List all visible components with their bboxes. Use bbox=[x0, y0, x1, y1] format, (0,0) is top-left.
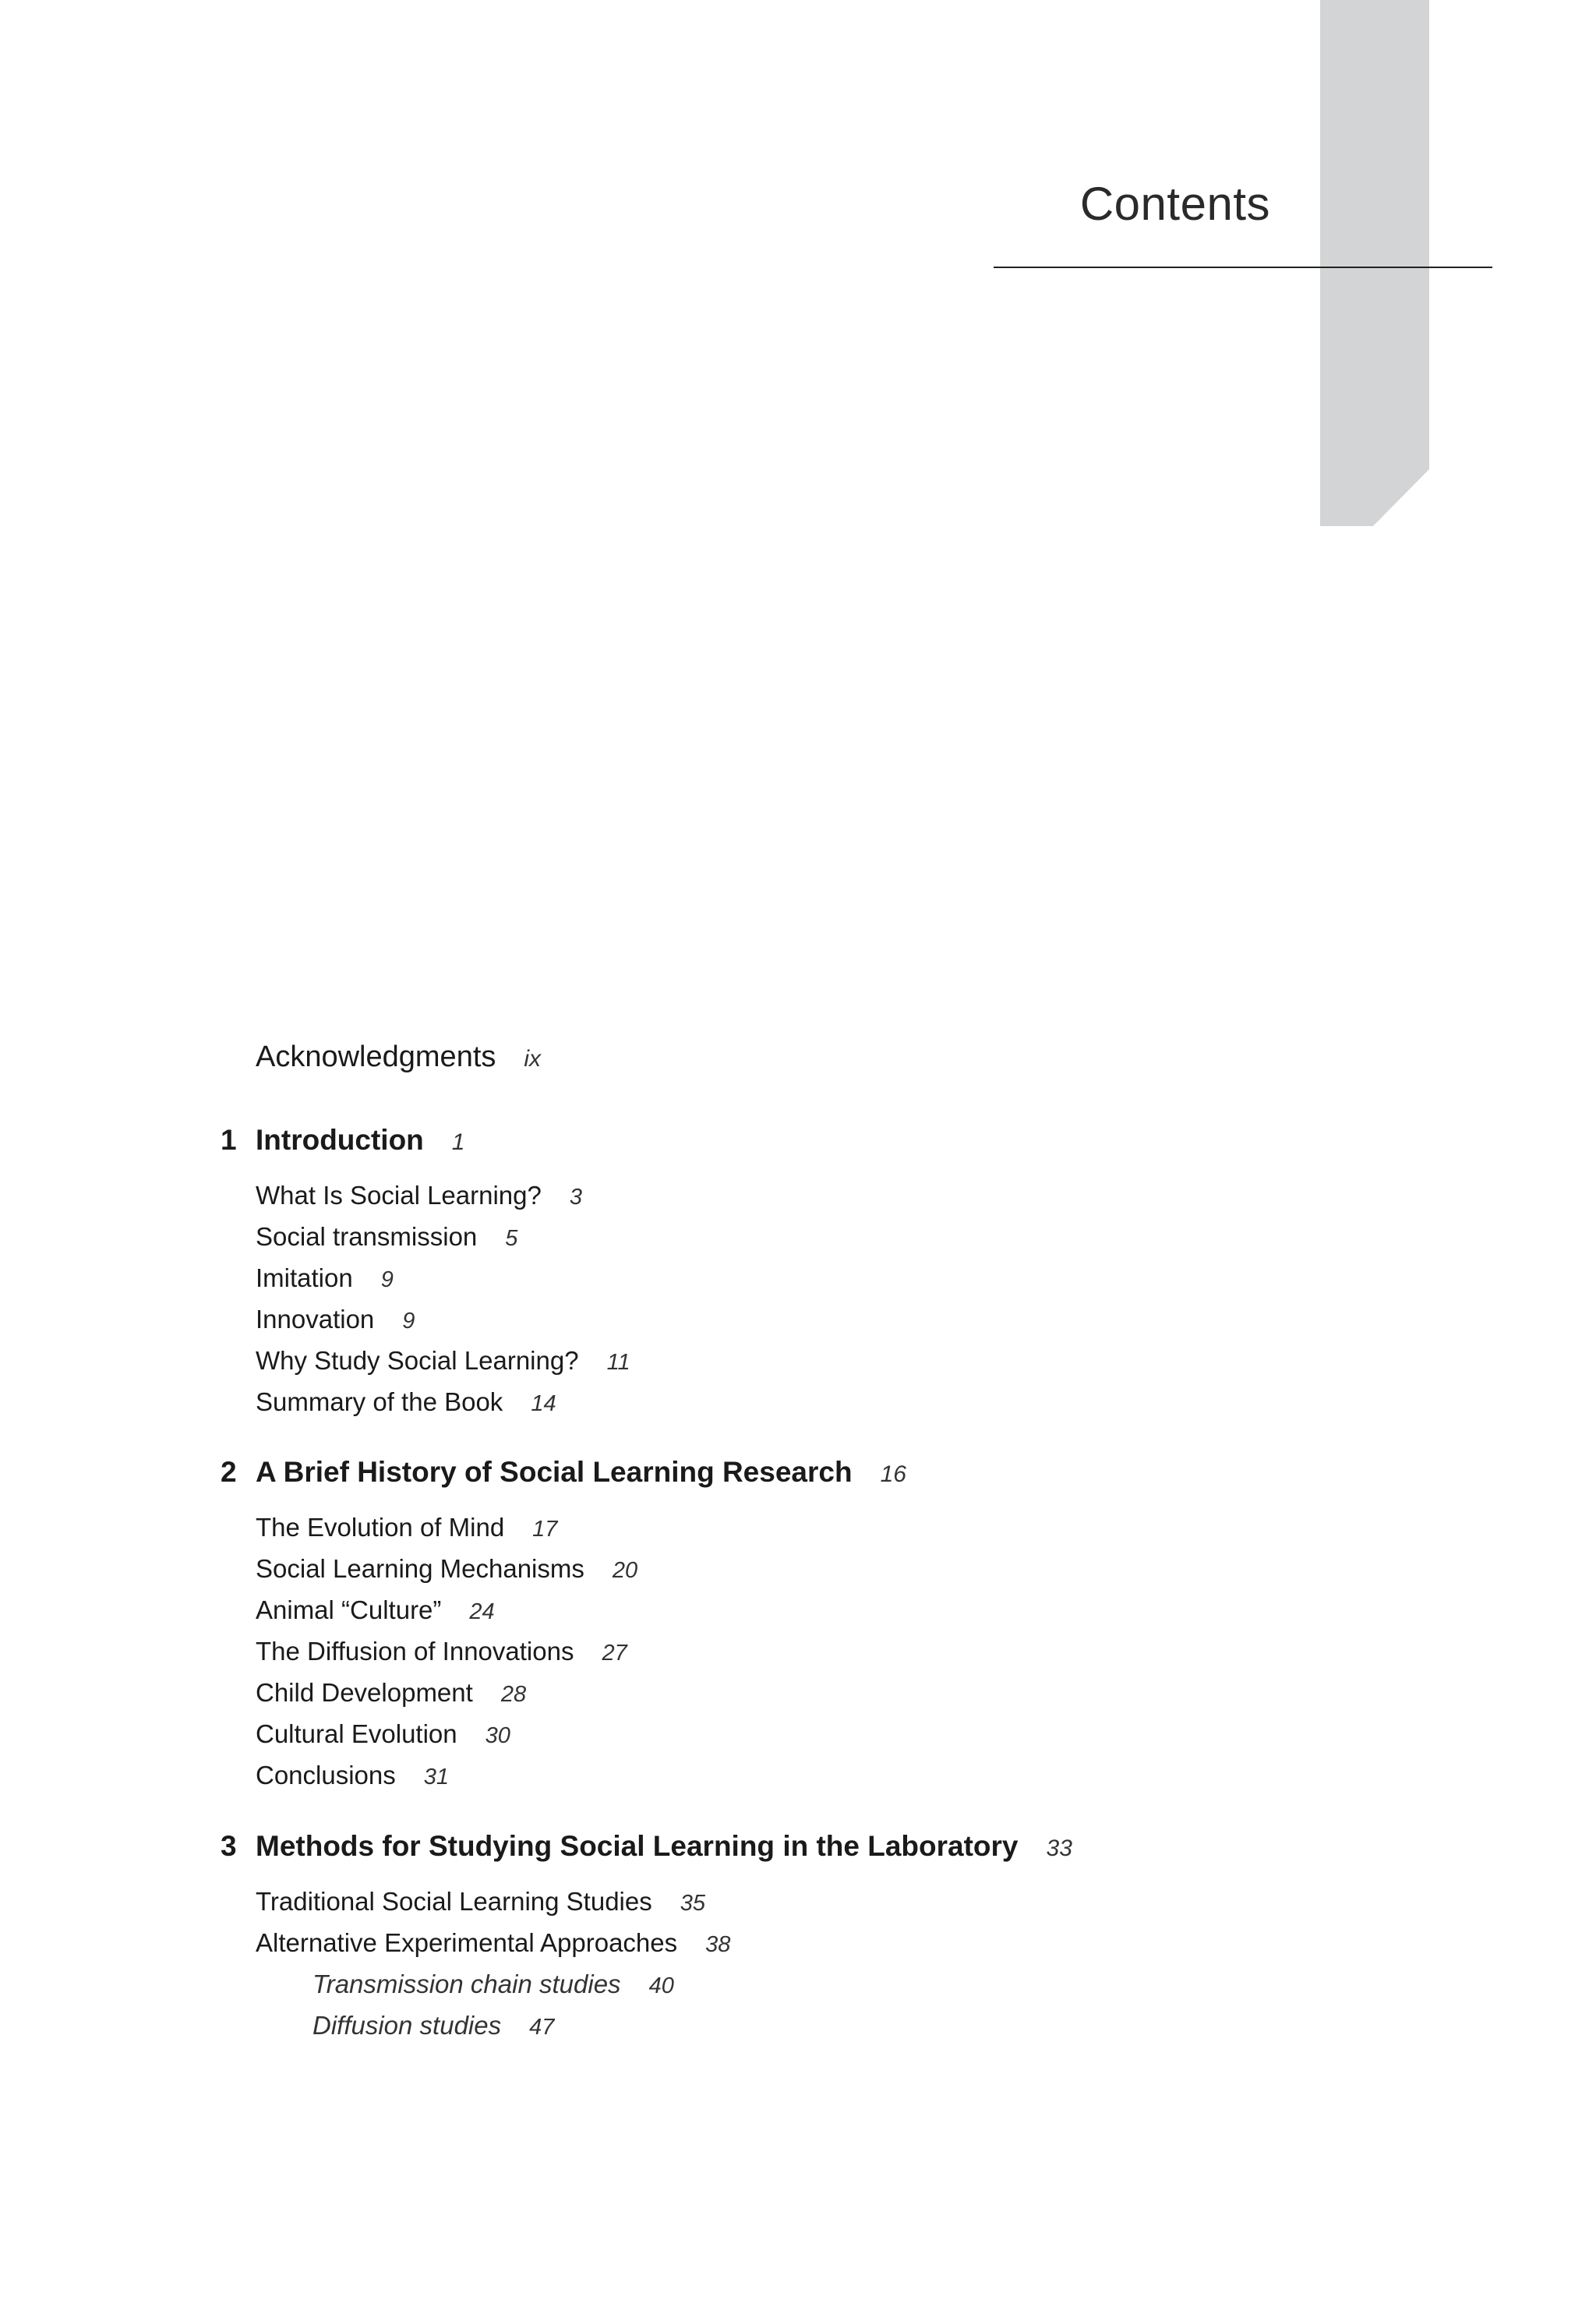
toc-chapter-2[interactable] bbox=[256, 1457, 906, 1486]
toc-page-number: ix bbox=[524, 1046, 542, 1072]
toc-section-label: Social transmission bbox=[256, 1222, 478, 1251]
chapter-number: 2 bbox=[221, 1456, 237, 1488]
toc-page-number: 38 bbox=[705, 1932, 731, 1957]
toc-entry-label: Acknowledgments bbox=[256, 1040, 496, 1073]
toc-page-number: 33 bbox=[1046, 1835, 1072, 1861]
toc-page-number: 31 bbox=[423, 1765, 450, 1789]
toc-subsection[interactable] bbox=[312, 1971, 674, 1998]
toc-section[interactable] bbox=[256, 1556, 637, 1582]
toc-chapter-3[interactable] bbox=[256, 1832, 1072, 1860]
toc-section[interactable] bbox=[256, 1930, 730, 1956]
toc-section[interactable] bbox=[256, 1638, 627, 1665]
toc-section[interactable] bbox=[256, 1680, 526, 1706]
toc-subsection[interactable] bbox=[312, 2012, 554, 2039]
toc-section-label: Innovation bbox=[256, 1305, 375, 1334]
chapter-number: 3 bbox=[221, 1830, 237, 1862]
toc-page-number: 9 bbox=[380, 1267, 394, 1292]
chapter-number: 1 bbox=[221, 1124, 237, 1156]
toc-section[interactable] bbox=[256, 1888, 705, 1915]
toc-page-number: 28 bbox=[500, 1682, 527, 1707]
toc-page-number: 24 bbox=[469, 1599, 495, 1624]
chapter-title: Methods for Studying Social Learning in the Laboratory bbox=[256, 1830, 1019, 1862]
toc-section[interactable] bbox=[256, 1514, 557, 1541]
toc-page-number: 3 bbox=[569, 1185, 583, 1210]
toc-page-number: 17 bbox=[532, 1517, 558, 1542]
toc-section-label: The Evolution of Mind bbox=[256, 1513, 505, 1542]
chapter-title: Introduction bbox=[256, 1124, 424, 1156]
toc-section-label: Animal “Culture” bbox=[256, 1595, 442, 1624]
title-rule bbox=[994, 267, 1492, 268]
toc-section-label: Imitation bbox=[256, 1263, 353, 1292]
toc-section[interactable] bbox=[256, 1265, 394, 1291]
toc-page-number: 27 bbox=[602, 1641, 627, 1666]
chapter-title: A Brief History of Social Learning Research bbox=[256, 1456, 853, 1488]
toc-section[interactable] bbox=[256, 1224, 517, 1250]
toc-section[interactable] bbox=[256, 1762, 449, 1789]
toc-section[interactable] bbox=[256, 1389, 556, 1415]
toc-page-number: 20 bbox=[612, 1558, 638, 1583]
toc-page-number: 5 bbox=[505, 1226, 518, 1251]
toc-section-label: Conclusions bbox=[256, 1761, 396, 1789]
toc-page-number: 40 bbox=[648, 1973, 674, 1998]
toc-page-number: 9 bbox=[402, 1309, 415, 1334]
toc-section-label: Traditional Social Learning Studies bbox=[256, 1887, 652, 1916]
toc-chapter-1[interactable] bbox=[256, 1125, 464, 1154]
toc-page-number: 14 bbox=[531, 1391, 556, 1416]
toc-section-label: What Is Social Learning? bbox=[256, 1181, 542, 1210]
toc-page-number: 47 bbox=[529, 2015, 555, 2040]
toc-section-label: The Diffusion of Innovations bbox=[256, 1637, 574, 1666]
toc-page-number: 16 bbox=[880, 1461, 906, 1487]
page-tab-decoration bbox=[1320, 0, 1429, 526]
toc-section[interactable] bbox=[256, 1182, 582, 1209]
toc-page-number: 11 bbox=[606, 1350, 630, 1375]
toc-subsection-label: Diffusion studies bbox=[312, 2011, 502, 2040]
toc-section[interactable] bbox=[256, 1597, 495, 1623]
toc-section-label: Alternative Experimental Approaches bbox=[256, 1928, 678, 1957]
toc-section[interactable] bbox=[256, 1721, 510, 1747]
toc-section-label: Social Learning Mechanisms bbox=[256, 1554, 584, 1583]
toc-section-label: Cultural Evolution bbox=[256, 1719, 457, 1748]
toc-section-label: Child Development bbox=[256, 1678, 473, 1707]
toc-section[interactable] bbox=[256, 1306, 415, 1333]
page-title: Contents bbox=[1079, 178, 1270, 230]
toc-page-number: 35 bbox=[680, 1891, 706, 1916]
toc-section[interactable] bbox=[256, 1348, 630, 1374]
toc-entry-acknowledgments[interactable] bbox=[256, 1042, 541, 1072]
toc-page-number: 30 bbox=[485, 1723, 510, 1748]
toc-page-number: 1 bbox=[451, 1129, 465, 1155]
toc-section-label: Summary of the Book bbox=[256, 1387, 503, 1416]
toc-section-label: Why Study Social Learning? bbox=[256, 1346, 579, 1375]
toc-subsection-label: Transmission chain studies bbox=[312, 1970, 621, 1998]
